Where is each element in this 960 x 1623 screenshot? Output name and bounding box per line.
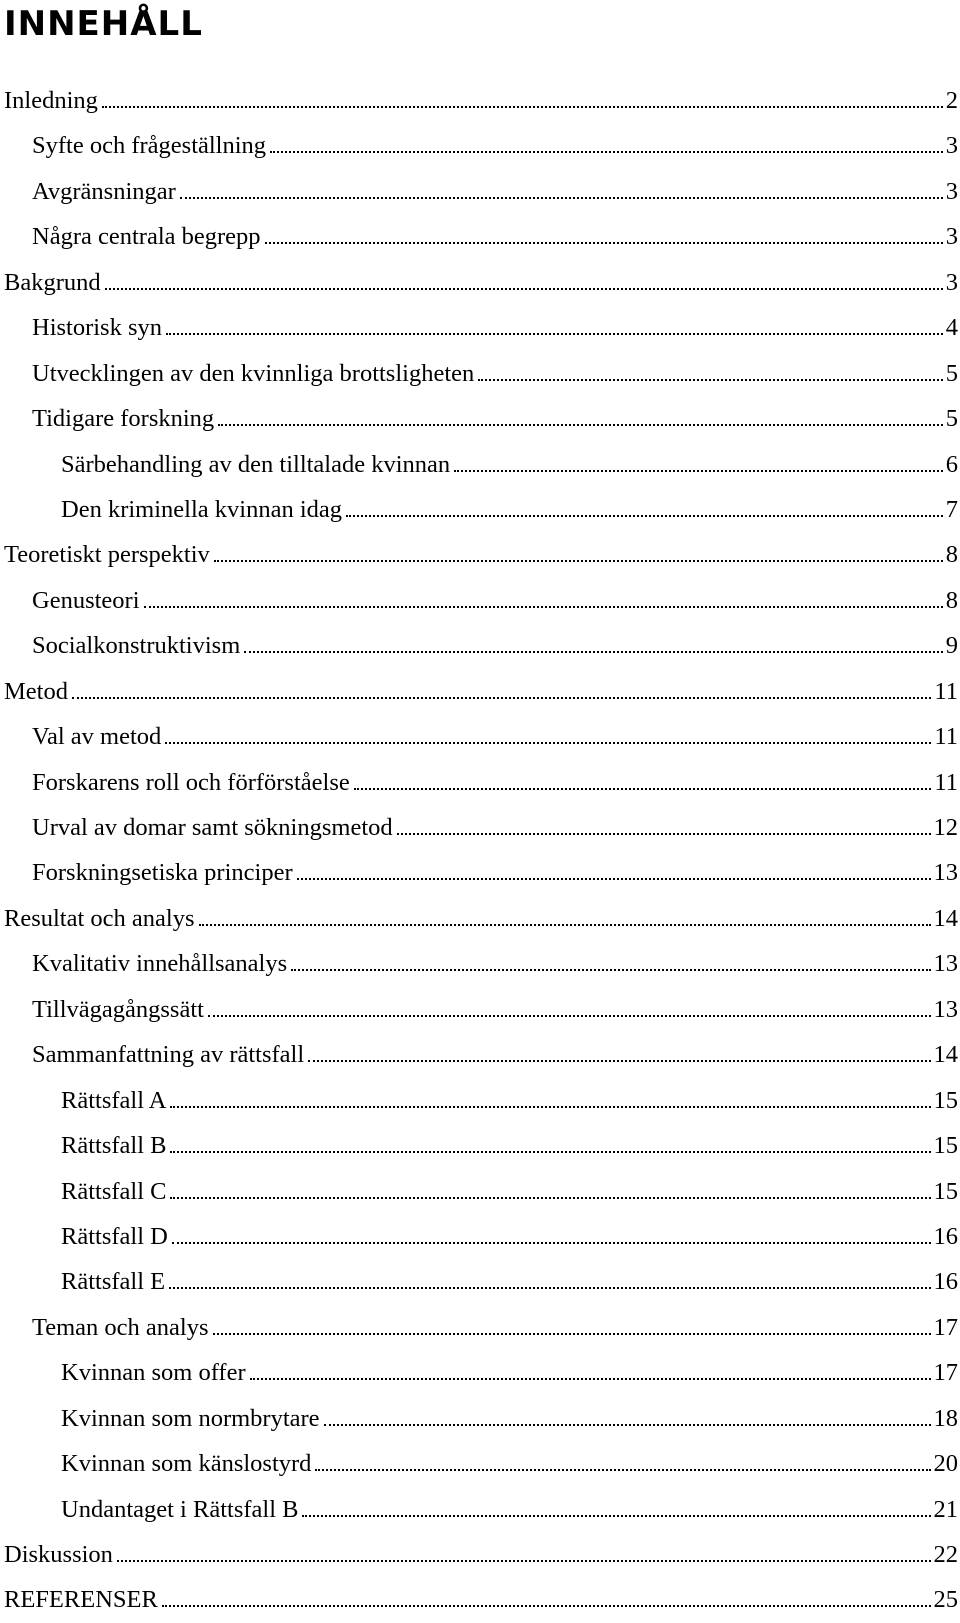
toc-page-number: 20: [931, 1441, 960, 1486]
dot-leader: [308, 1060, 930, 1062]
toc-entry-title: Rättsfall C: [61, 1169, 170, 1214]
dot-leader: [105, 288, 943, 290]
toc-page-number: 11: [931, 760, 960, 805]
toc-entry[interactable]: [4, 1259, 960, 1304]
toc-page-number: 3: [943, 260, 960, 305]
dot-leader: [180, 197, 943, 199]
toc-page-number: 21: [931, 1487, 960, 1532]
toc-entry-title: Syfte och frågeställning: [32, 123, 270, 168]
page-title: INNEHÅLL: [4, 2, 203, 46]
toc-entry[interactable]: [4, 1532, 960, 1577]
toc-page-number: 17: [931, 1350, 960, 1395]
dot-leader: [169, 1287, 930, 1289]
toc-entry[interactable]: [4, 850, 960, 895]
dot-leader: [170, 1106, 930, 1108]
toc-entry[interactable]: [4, 805, 960, 850]
dot-leader: [291, 969, 930, 971]
toc-entry-title: Rättsfall B: [61, 1123, 170, 1168]
toc-entry-title: Kvinnan som normbrytare: [61, 1396, 324, 1441]
toc-entry-title: Rättsfall A: [61, 1078, 170, 1123]
toc-entry-title: Tidigare forskning: [32, 396, 218, 441]
toc-entry-title: Utvecklingen av den kvinnliga brottsligheten: [32, 351, 478, 396]
toc-page-number: 22: [931, 1532, 960, 1577]
toc-entry-title: Sammanfattning av rättsfall: [32, 1032, 308, 1077]
toc-page-number: 5: [943, 396, 960, 441]
toc-entry[interactable]: [4, 1305, 960, 1350]
dot-leader: [144, 606, 943, 608]
dot-leader: [244, 651, 943, 653]
toc-entry-title: Teoretiskt perspektiv: [4, 532, 214, 577]
toc-entry-title: Urval av domar samt sökningsmetod: [32, 805, 397, 850]
toc-entry[interactable]: [4, 305, 960, 350]
toc-entry[interactable]: [4, 578, 960, 623]
dot-leader: [208, 1015, 931, 1017]
toc-entry[interactable]: [4, 78, 960, 123]
toc-entry[interactable]: [4, 442, 960, 487]
toc-entry[interactable]: [4, 1487, 960, 1532]
dot-leader: [170, 1151, 930, 1153]
toc-page-number: 14: [931, 896, 960, 941]
dot-leader: [354, 788, 932, 790]
toc-entry[interactable]: [4, 1078, 960, 1123]
toc-page-number: 13: [931, 987, 960, 1032]
toc-page-number: 16: [931, 1214, 960, 1259]
table-of-contents: [4, 78, 960, 1623]
dot-leader: [454, 470, 943, 472]
toc-entry[interactable]: [4, 487, 960, 532]
dot-leader: [166, 333, 943, 335]
toc-page-number: 13: [931, 850, 960, 895]
dot-leader: [213, 1333, 931, 1335]
toc-entry-title: Den kriminella kvinnan idag: [61, 487, 346, 532]
toc-entry-title: Diskussion: [4, 1532, 117, 1577]
toc-entry[interactable]: [4, 1032, 960, 1077]
toc-entry[interactable]: [4, 214, 960, 259]
dot-leader: [72, 697, 931, 699]
toc-entry[interactable]: [4, 1577, 960, 1622]
dot-leader: [297, 878, 931, 880]
toc-entry-title: Historisk syn: [32, 305, 166, 350]
toc-entry-title: Tillvägagångssätt: [32, 987, 208, 1032]
toc-entry-title: Kvalitativ innehållsanalys: [32, 941, 291, 986]
toc-entry-title: Avgränsningar: [32, 169, 180, 214]
toc-entry-title: Kvinnan som offer: [61, 1350, 250, 1395]
toc-page-number: 17: [931, 1305, 960, 1350]
toc-entry[interactable]: [4, 669, 960, 714]
toc-page-number: 15: [931, 1123, 960, 1168]
toc-entry[interactable]: [4, 532, 960, 577]
toc-entry-title: Forskarens roll och förförståelse: [32, 760, 354, 805]
dot-leader: [162, 1605, 931, 1607]
toc-page-number: 8: [943, 578, 960, 623]
toc-page-number: 16: [931, 1259, 960, 1304]
toc-page-number: 12: [931, 805, 960, 850]
toc-page-number: 15: [931, 1169, 960, 1214]
toc-entry-title: Inledning: [4, 78, 102, 123]
toc-entry[interactable]: [4, 896, 960, 941]
toc-entry-title: Undantaget i Rättsfall B: [61, 1487, 302, 1532]
toc-entry[interactable]: [4, 396, 960, 441]
toc-entry-title: Särbehandling av den tilltalade kvinnan: [61, 442, 454, 487]
dot-leader: [324, 1424, 931, 1426]
toc-page-number: 3: [943, 169, 960, 214]
toc-entry-title: Forskningsetiska principer: [32, 850, 297, 895]
toc-page-number: 6: [943, 442, 960, 487]
toc-entry-title: Resultat och analys: [4, 896, 199, 941]
dot-leader: [265, 242, 943, 244]
toc-entry[interactable]: [4, 1350, 960, 1395]
dot-leader: [117, 1560, 931, 1562]
toc-entry-title: Val av metod: [32, 714, 165, 759]
toc-entry[interactable]: [4, 714, 960, 759]
toc-entry[interactable]: [4, 169, 960, 214]
toc-entry-title: Kvinnan som känslostyrd: [61, 1441, 315, 1486]
toc-entry[interactable]: [4, 1123, 960, 1168]
toc-entry[interactable]: [4, 987, 960, 1032]
toc-entry[interactable]: [4, 1169, 960, 1214]
dot-leader: [218, 424, 943, 426]
toc-entry-title: Teman och analys: [32, 1305, 213, 1350]
dot-leader: [315, 1469, 930, 1471]
toc-page-number: 4: [943, 305, 960, 350]
toc-entry[interactable]: [4, 1396, 960, 1441]
dot-leader: [346, 515, 943, 517]
toc-page-number: 15: [931, 1078, 960, 1123]
toc-entry-title: Metod: [4, 669, 72, 714]
toc-page-number: 7: [943, 487, 960, 532]
toc-entry-title: Rättsfall D: [61, 1214, 172, 1259]
dot-leader: [170, 1197, 930, 1199]
toc-entry[interactable]: [4, 123, 960, 168]
dot-leader: [270, 151, 943, 153]
dot-leader: [250, 1378, 931, 1380]
toc-page-number: 9: [943, 623, 960, 668]
dot-leader: [478, 379, 942, 381]
toc-page-number: 8: [943, 532, 960, 577]
toc-page-number: 13: [931, 941, 960, 986]
toc-entry-title: Genusteori: [32, 578, 144, 623]
toc-entry-title: Några centrala begrepp: [32, 214, 265, 259]
dot-leader: [165, 742, 931, 744]
toc-page-number: 14: [931, 1032, 960, 1077]
toc-entry[interactable]: [4, 623, 960, 668]
dot-leader: [102, 106, 943, 108]
toc-entry[interactable]: [4, 1214, 960, 1259]
toc-page-number: 25: [931, 1577, 960, 1622]
toc-entry[interactable]: [4, 760, 960, 805]
toc-entry-title: REFERENSER: [4, 1577, 162, 1622]
toc-page-number: 3: [943, 214, 960, 259]
dot-leader: [397, 833, 931, 835]
dot-leader: [172, 1242, 931, 1244]
toc-page-number: 11: [931, 669, 960, 714]
toc-entry-title: Bakgrund: [4, 260, 105, 305]
toc-entry[interactable]: [4, 1441, 960, 1486]
toc-page-number: 2: [943, 78, 960, 123]
dot-leader: [214, 560, 943, 562]
dot-leader: [302, 1515, 930, 1517]
toc-entry[interactable]: [4, 941, 960, 986]
toc-page-number: 18: [931, 1396, 960, 1441]
toc-page-number: 5: [943, 351, 960, 396]
toc-page-number: 3: [943, 123, 960, 168]
toc-entry[interactable]: [4, 260, 960, 305]
toc-page-number: 11: [931, 714, 960, 759]
toc-entry-title: Rättsfall E: [61, 1259, 169, 1304]
toc-entry-title: Socialkonstruktivism: [32, 623, 244, 668]
dot-leader: [199, 924, 931, 926]
toc-entry[interactable]: [4, 351, 960, 396]
